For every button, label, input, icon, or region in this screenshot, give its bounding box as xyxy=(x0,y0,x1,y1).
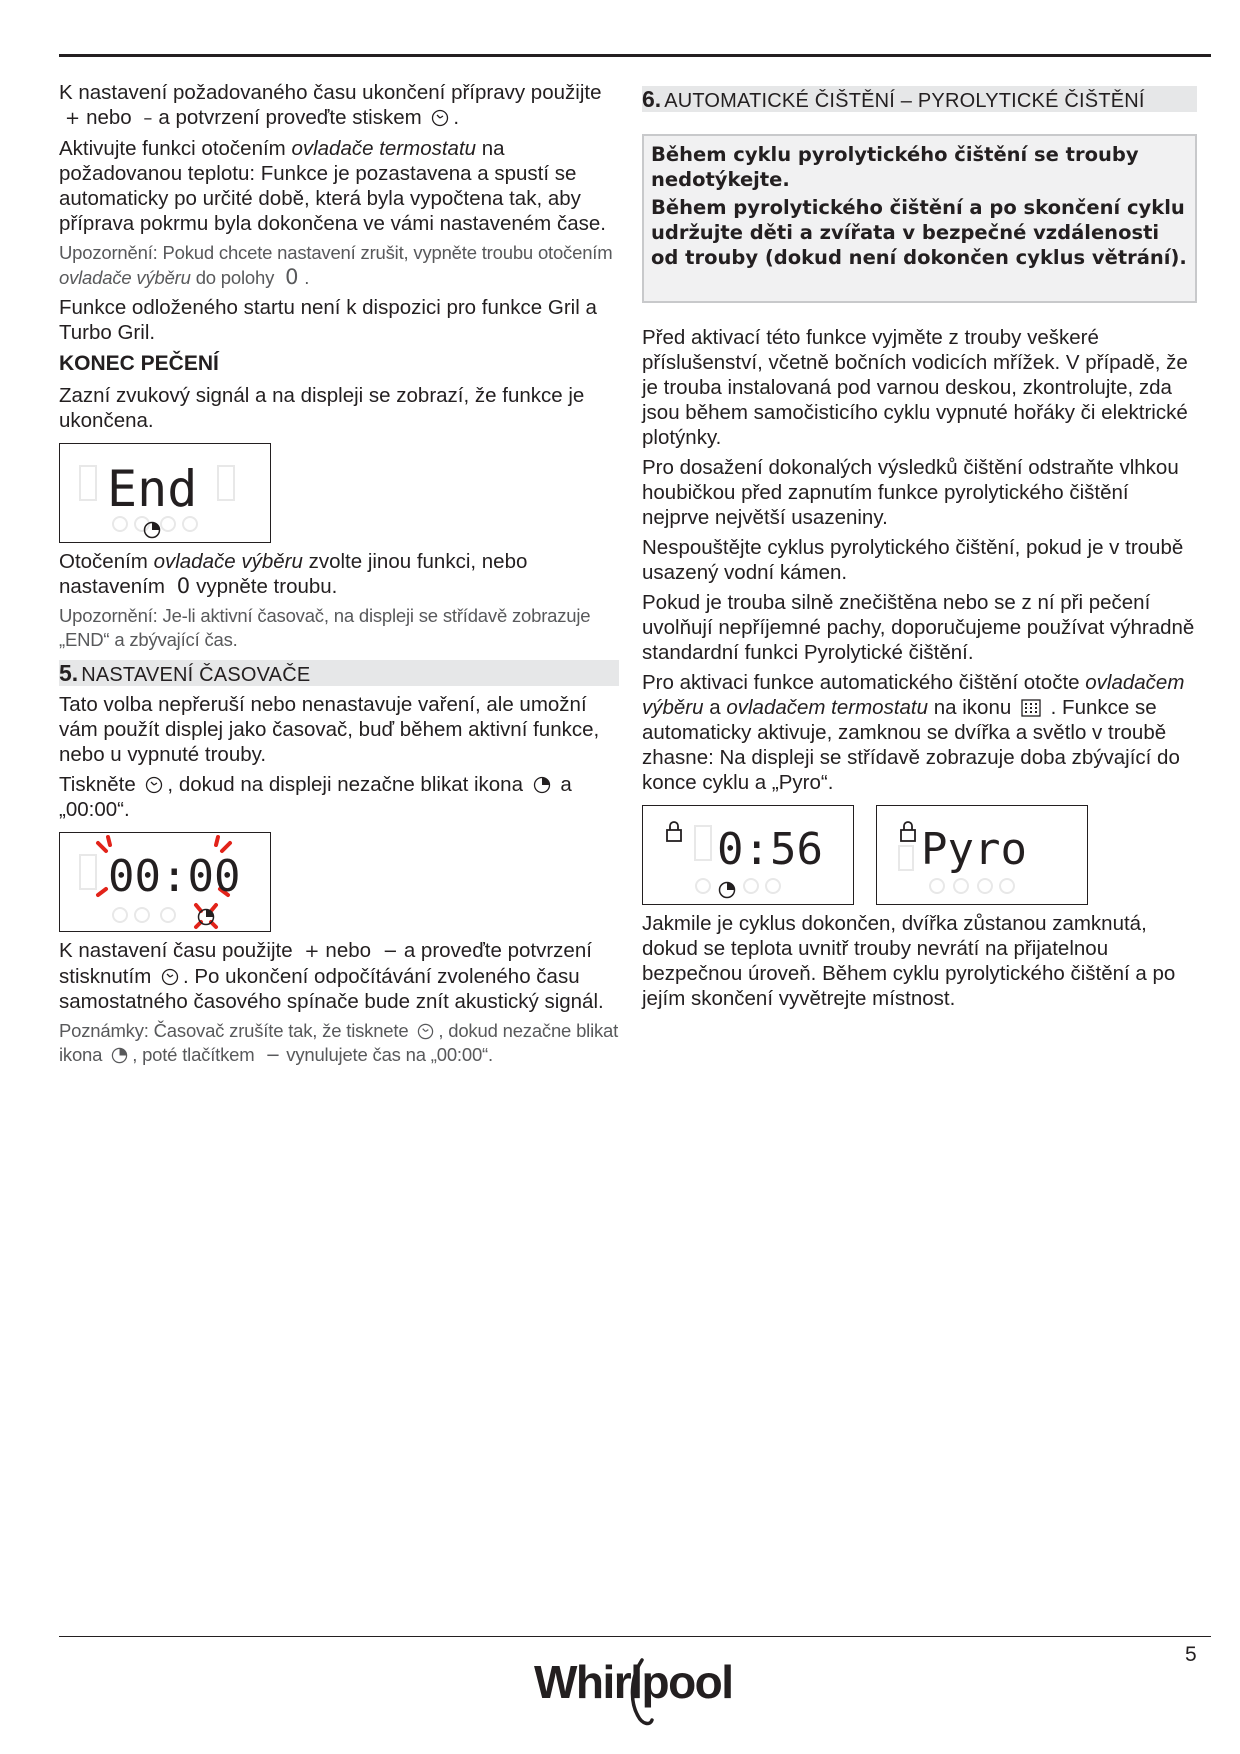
clock-icon xyxy=(111,1047,128,1064)
paragraph-end-signal: Zazní zvukový signál a na displeji se zobrazí, že funkce je ukončena. xyxy=(59,384,585,432)
text: a xyxy=(709,696,721,719)
text: , dokud na displeji nezačne blikat ikona xyxy=(167,773,523,796)
display-end xyxy=(59,443,271,543)
timer-icon xyxy=(161,968,179,986)
text: nebo xyxy=(86,106,132,129)
text: K nastavení času použijte xyxy=(59,939,293,962)
pyrolysis-icon xyxy=(1021,699,1041,717)
text: na požadovanou teplotu: Funkce je pozastavena a spustí se automaticky po určité době, která byla vypočtena tak, aby příprava pokrmu byla dokončena ve vámi nastaveném čase. xyxy=(59,137,606,235)
section-5-heading xyxy=(59,660,619,686)
timer-icon xyxy=(431,109,449,127)
timer-icon xyxy=(417,1023,434,1040)
text: . Funkce se automaticky aktivuje, zamknou se dvířka a světlo v troubě zhasne: Na displeji se střídavě zobrazuje doba zbývající do konce cyklu a „Pyro“. xyxy=(642,696,1180,794)
paragraph-timer-intro: Tato volba nepřeruší nebo nenastavuje vaření, ale umožní vám použít displej jako časovač, buď během aktivní funkce, nebo u vypnuté trouby. xyxy=(59,693,600,766)
display-end-text: End xyxy=(107,460,198,518)
selector-knob-term: ovladače výběru xyxy=(153,550,303,573)
paragraph-before-activation: Před aktivací této funkce vyjměte z trouby veškeré příslušenství, včetně bočních vodicích mřížek. V případě, že je trouba instalovaná pod varnou deskou, zkontrolujte, zda jsou během samočisticího cyklu vypnuté hořáky či elektrické plotýnky. xyxy=(642,326,1188,449)
display-remaining-text: 0:56 xyxy=(717,824,823,875)
text: a „00:00“. xyxy=(59,773,572,821)
paragraph-delay-start: Funkce odloženého startu není k dispozici pro funkce Gril a Turbo Gril. xyxy=(59,296,597,344)
section-title: AUTOMATICKÉ ČIŠTĚNÍ – PYROLYTICKÉ ČIŠTĚNÍ xyxy=(664,90,1145,112)
paragraph-best-results: Pro dosažení dokonalých výsledků čištění odstraňte vlhkou houbičkou před zapnutím funkce pyrolytického čištění nejprve největší usazeniny. xyxy=(642,456,1179,529)
text: . xyxy=(304,267,310,288)
minus-symbol: – xyxy=(143,108,153,129)
clock-icon xyxy=(533,776,551,794)
display-pyro-text: Pyro xyxy=(921,824,1027,875)
selector-knob-term: ovladačem výběru xyxy=(642,671,1185,719)
page-number: 5 xyxy=(1185,1643,1197,1666)
right-column xyxy=(642,80,1197,1016)
text: Tiskněte xyxy=(59,773,136,796)
paragraph-timer-press xyxy=(59,772,619,822)
paragraph-activate-pyro xyxy=(642,670,1197,795)
thermostat-knob-term: ovladače termostatu xyxy=(291,137,477,160)
text: a potvrzení proveďte stiskem xyxy=(158,106,422,129)
text: . Po ukončení odpočítávání zvoleného času samostatného časového spínače bude znít akustický signál. xyxy=(59,965,604,1013)
paragraph-cycle-complete: Jakmile je cyklus dokončen, dvířka zůstanou zamknutá, dokud se teplota uvnitř trouby nevrátí na přijatelnou bezpečnou úroveň. Během cyklu pyrolytického čištění a po jejím skončení vyvětrejte místnost. xyxy=(642,912,1176,1010)
text: nebo xyxy=(325,939,372,962)
note-timer-cancel xyxy=(59,1019,619,1068)
end-cooking-heading: KONEC PEČENÍ xyxy=(59,352,219,375)
section-title: NASTAVENÍ ČASOVAČE xyxy=(81,664,311,686)
text: zvolte jinou funkci, nebo nastavením xyxy=(59,550,528,598)
plus-symbol: + xyxy=(304,941,320,962)
pyro-displays xyxy=(642,805,1197,905)
text: na ikonu xyxy=(933,696,1012,719)
paragraph-select-other xyxy=(59,549,619,599)
note-timer-active: Upozornění: Je-li aktivní časovač, na displeji se střídavě zobrazuje „END“ a zbývající čas. xyxy=(59,605,591,650)
text: K nastavení požadovaného času ukončení přípravy použijte xyxy=(59,81,602,104)
plus-symbol: + xyxy=(65,108,81,129)
display-end-graphic xyxy=(60,444,269,541)
text: Otočením xyxy=(59,550,148,573)
minus-symbol: − xyxy=(382,941,398,962)
warning-children: Během pyrolytického čištění a po skončení cyklu udržujte děti a zvířata v bezpečné vzdálenosti od trouby (dokud není dokončen cyklus větrání). xyxy=(651,196,1187,269)
section-number: 6. xyxy=(642,86,662,112)
zero-position-symbol: 0 xyxy=(285,265,299,289)
text: do polohy xyxy=(195,267,275,288)
warning-no-touch: Během cyklu pyrolytického čištění se trouby nedotýkejte. xyxy=(651,143,1139,191)
text: vypněte troubu. xyxy=(196,575,338,598)
text: , poté tlačítkem xyxy=(132,1044,255,1065)
display-pyro xyxy=(876,805,1088,905)
timer-icon xyxy=(145,776,163,794)
whirlpool-logo xyxy=(534,1650,734,1730)
display-pyro-graphic xyxy=(877,806,1086,903)
paragraph-limescale: Nespouštějte cyklus pyrolytického čištění, pokud je v troubě usazený vodní kámen. xyxy=(642,536,1184,584)
section-number: 5. xyxy=(59,660,79,686)
text: a proveďte potvrzení stisknutím xyxy=(59,939,592,988)
text: , dokud nezačne blikat ikona xyxy=(59,1020,619,1065)
selector-knob-term: ovladače výběru xyxy=(59,267,191,288)
note-cancel xyxy=(59,241,619,290)
clock-icon xyxy=(199,910,214,925)
warning-box xyxy=(642,134,1197,303)
display-remaining xyxy=(642,805,854,905)
text: . xyxy=(453,106,460,129)
text: Aktivujte funkci otočením xyxy=(59,137,286,160)
display-remaining-graphic xyxy=(643,806,852,903)
clock-icon xyxy=(720,883,735,898)
footer-rule xyxy=(59,1636,1211,1637)
paragraph-timer-set xyxy=(59,938,619,1014)
paragraph-activate xyxy=(59,136,619,236)
lock-icon xyxy=(901,822,915,841)
logo-text: Whirlpool xyxy=(534,1656,733,1708)
minus-symbol: − xyxy=(265,1045,281,1066)
lock-icon xyxy=(667,822,681,841)
thermostat-knob-term: ovladačem termostatu xyxy=(726,696,929,719)
display-timer-graphic xyxy=(60,833,269,930)
display-timer xyxy=(59,832,271,932)
zero-position-symbol: 0 xyxy=(176,574,191,598)
text: Poznámky: Časovač zrušíte tak, že tisknete xyxy=(59,1020,409,1041)
section-6-heading xyxy=(642,86,1197,112)
text: Pro aktivaci funkce automatického čištění otočte xyxy=(642,671,1080,694)
display-timer-text: 00:00 xyxy=(108,851,241,902)
left-column xyxy=(59,80,619,1073)
paragraph-end-time xyxy=(59,80,619,131)
top-rule xyxy=(59,54,1211,57)
text: vynulujete čas na „00:00“. xyxy=(286,1044,493,1065)
paragraph-heavy-soiling: Pokud je trouba silně znečištěna nebo se z ní při pečení uvolňují nepříjemné pachy, doporučujeme používat výhradně standardní funkci Pyrolytické čištění. xyxy=(642,591,1195,664)
text: Upozornění: Pokud chcete nastavení zrušit, vypněte troubu otočením xyxy=(59,242,613,263)
